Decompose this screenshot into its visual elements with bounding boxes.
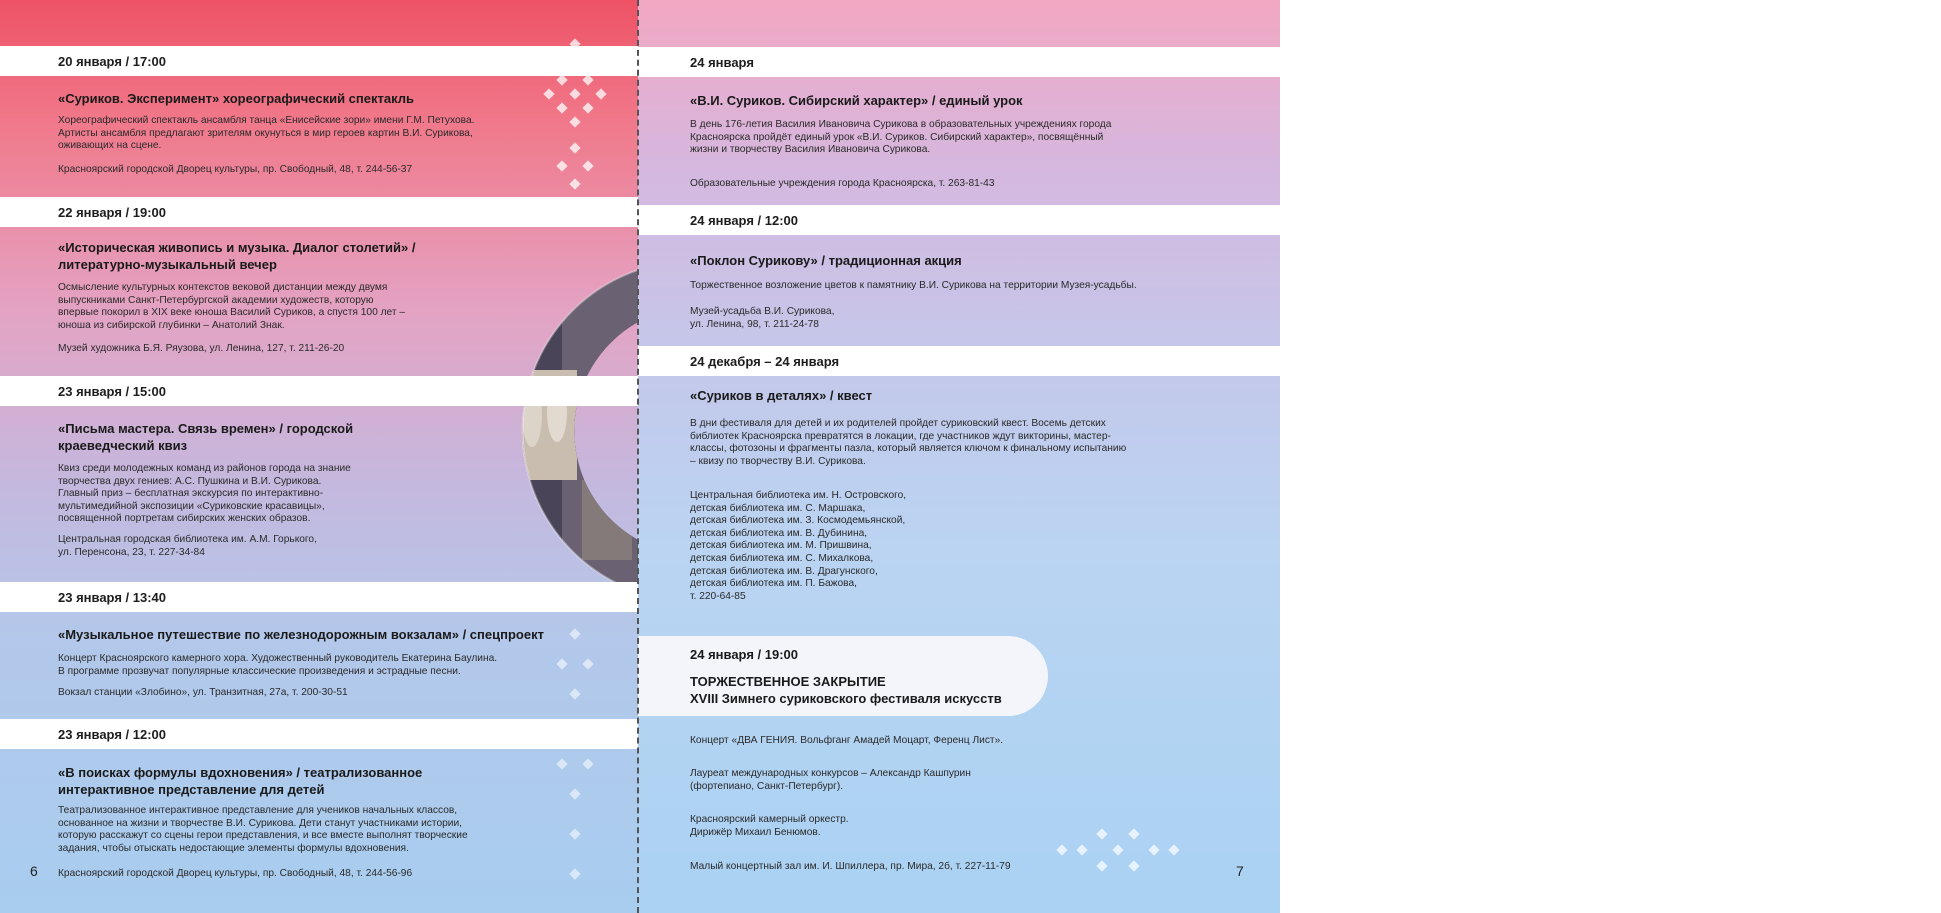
decor-roman-numeral: XVIII (1706, 112, 1941, 568)
event-title (690, 252, 962, 269)
page-fold-divider (637, 0, 639, 913)
event-description (690, 280, 1137, 293)
event-date: 20 января / 17:00 (58, 53, 166, 69)
text-line: Концерт «ДВА ГЕНИЯ. Вольфганг Амадей Моцарт, Ференц Лист». (690, 735, 1004, 746)
text-line: ТОРЖЕСТВЕННОЕ ЗАКРЫТИЕ (690, 674, 886, 689)
page-number: 6 (30, 863, 38, 879)
text-line: оживающих на сцене. (58, 140, 162, 152)
closing-date: 24 января / 19:00 (690, 647, 798, 662)
text-line: Квиз среди молодежных команд из районов города на знание (58, 463, 351, 474)
event-venue (58, 164, 412, 177)
event-description (58, 282, 405, 332)
text-line: «В.И. Суриков. Сибирский характер» / единый урок (690, 93, 1023, 108)
text-line: Красноярский городской Дворец культуры, пр. Свободный, 48, т. 244-56-37 (58, 164, 413, 175)
text-line: литературно-музыкальный вечер (58, 257, 277, 272)
text-line: «Поклон Сурикову» / традиционная акция (690, 253, 962, 268)
text-line: Осмысление культурных контекстов вековой дистанции между двумя (58, 282, 388, 293)
text-line: задания, чтобы отыскать недостающие элементы формулы вдохновения. (58, 842, 409, 854)
text-line: юноша из сибирской глубинки – Анатолий Знак. (58, 319, 285, 331)
event-date: 22 января / 19:00 (58, 204, 166, 220)
event-date-bar (0, 46, 638, 76)
text-line: Театрализованное интерактивное представление для учеников начальных классов, (58, 805, 458, 816)
event-venue (58, 343, 344, 356)
text-line: краеведческий квиз (58, 438, 188, 453)
text-line: Музей художника Б.Я. Ряузова, ул. Ленина, 127, т. 211-26-20 (58, 343, 345, 354)
text-line: Дирижёр Михаил Бенюмов. (690, 826, 821, 838)
event-date-bar (0, 719, 638, 749)
closing-paragraph (690, 814, 849, 839)
text-line: Артисты ансамбля предлагают зрителям окунуться в мир героев картин В.И. Сурикова, (58, 127, 473, 139)
text-line: Центральная библиотека им. Н. Островского, (690, 490, 907, 501)
event-description (58, 653, 497, 678)
event-title (690, 92, 1023, 109)
text-line: детская библиотека им. З. Космодемьянской, (690, 515, 906, 527)
event-title (58, 626, 544, 643)
text-line: интерактивное представление для детей (58, 782, 325, 797)
text-line: «Суриков. Эксперимент» хореографический спектакль (58, 91, 415, 106)
text-line: детская библиотека им. В. Драгунского, (690, 565, 878, 577)
event-date-bar (638, 346, 1280, 376)
closing-venue (690, 861, 1010, 874)
event-venue (58, 687, 348, 700)
event-title (58, 420, 353, 454)
text-line: Музей-усадьба В.И. Сурикова, (690, 306, 835, 317)
text-line: XVIII Зимнего суриковского фестиваля искусств (690, 691, 1002, 706)
text-line: Лауреат международных конкурсов – Александр Кашпурин (690, 768, 971, 779)
event-date-bar (0, 376, 638, 406)
event-venue (690, 178, 995, 191)
text-line: мультимедийной экспозиции «Суриковские красавицы», (58, 500, 325, 512)
event-date: 24 января (690, 54, 754, 70)
event-venue (690, 306, 834, 331)
text-line: Центральная городская библиотека им. А.М. Горького, (58, 534, 317, 545)
event-date-bar (0, 197, 638, 227)
text-line: В день 176-летия Василия Ивановича Сурикова в образовательных учреждениях города (690, 119, 1112, 130)
text-line: (фортепиано, Санкт-Петербург). (690, 780, 844, 792)
closing-title (690, 673, 1002, 707)
event-description (690, 119, 1111, 157)
text-line: творчества двух гениев: А.С. Пушкина и В.И. Сурикова. (58, 475, 322, 487)
text-line: основанное на жизни и творчестве В.И. Сурикова. Дети станут участниками истории, (58, 817, 462, 829)
text-line: Красноярский городской Дворец культуры, пр. Свободный, 48, т. 244-56-96 (58, 868, 413, 879)
text-line: Концерт Красноярского камерного хора. Художественный руководитель Екатерина Баулина. (58, 653, 498, 664)
text-line: Главный приз – бесплатная экскурсия по интерактивно- (58, 488, 324, 500)
page-number: 7 (1236, 863, 1244, 879)
event-description (58, 463, 351, 526)
text-line: Вокзал станции «Злобино», ул. Транзитная, 27а, т. 200-30-51 (58, 687, 348, 698)
text-line: ул. Ленина, 98, т. 211-24-78 (690, 318, 819, 330)
text-line: Хореографический спектакль ансамбля танца «Енисейские зори» имени Г.М. Петухова. (58, 115, 475, 126)
snowflake-ornament-icon (540, 600, 610, 900)
text-line: жизни и творчеству Василия Ивановича Сурикова. (690, 144, 931, 156)
event-date: 23 января / 13:40 (58, 589, 166, 605)
event-title (58, 764, 422, 798)
event-title (690, 387, 872, 404)
text-line: «Музыкальное путешествие по железнодорожным вокзалам» / спецпроект (58, 627, 544, 642)
text-line: Красноярска пройдёт единый урок «В.И. Суриков. Сибирский характер», посвящённый (690, 131, 1104, 143)
text-line: «Письма мастера. Связь времен» / городской (58, 421, 354, 436)
text-line: детская библиотека им. В. Дубинина, (690, 527, 868, 539)
text-line: Образовательные учреждения города Красноярска, т. 263-81-43 (690, 178, 995, 189)
text-line: Красноярский камерный оркестр. (690, 814, 849, 825)
event-venue (58, 534, 317, 559)
right-page (638, 0, 1941, 913)
event-description (58, 805, 468, 855)
text-line: В программе прозвучат популярные классические произведения и эстрадные песни. (58, 665, 461, 677)
text-line: детская библиотека им. П. Бажова, (690, 578, 857, 590)
text-line: впервые покорил в XIX веке юноша Василий Суриков, а спустя 100 лет – (58, 307, 406, 319)
text-line: т. 220-64-85 (690, 590, 746, 602)
text-line: – квизу по творчеству В.И. Сурикова. (690, 455, 866, 467)
snowflake-ornament-icon (1048, 810, 1188, 890)
event-date-bar (638, 47, 1280, 77)
event-date: 23 января / 15:00 (58, 383, 166, 399)
left-page (0, 0, 638, 913)
event-venue (690, 490, 906, 603)
text-line: «В поисках формулы вдохновения» / театрализованное (58, 765, 423, 780)
event-description (58, 115, 474, 153)
text-line: посвященной портретам сибирских женских образов. (58, 513, 311, 525)
event-date: 24 декабря – 24 января (690, 353, 840, 369)
text-line: Малый концертный зал им. И. Шпиллера, пр. Мира, 2б, т. 227-11-79 (690, 861, 1011, 872)
text-line: которую расскажут со сцены герои представления, и все вместе выполнят творческие (58, 830, 468, 842)
text-line: детская библиотека им. С. Михалкова, (690, 552, 874, 564)
text-line: детская библиотека им. С. Маршака, (690, 502, 866, 514)
event-description (690, 418, 1126, 468)
event-title (58, 239, 415, 273)
event-venue (58, 868, 412, 881)
text-line: классы, фотозоны и фрагменты пазла, который является ключом к финальному испытанию (690, 443, 1127, 455)
choir-photo-collage (432, 240, 638, 592)
text-line: выпускниками Санкт-Петербургской академии художеств, которую (58, 294, 374, 306)
text-line: В дни фестиваля для детей и их родителей пройдет суриковский квест. Восемь детских (690, 418, 1106, 429)
closing-paragraph (690, 735, 1003, 748)
text-line: детская библиотека им. М. Пришвина, (690, 540, 872, 552)
text-line: Торжественное возложение цветов к памятнику В.И. Сурикова на территории Музея-усадьбы. (690, 280, 1137, 291)
text-line: библиотек Красноярска превратятся в локации, где участников ждут викторины, мастер- (690, 430, 1111, 442)
closing-paragraph (690, 768, 971, 793)
event-title (58, 90, 414, 107)
event-date: 23 января / 12:00 (58, 726, 166, 742)
text-line: «Суриков в деталях» / квест (690, 388, 873, 403)
text-line: «Историческая живопись и музыка. Диалог столетий» / (58, 240, 416, 255)
event-date-bar (638, 205, 1280, 235)
text-line: ул. Перенсона, 23, т. 227-34-84 (58, 546, 205, 558)
event-date-bar (0, 582, 638, 612)
event-date: 24 января / 12:00 (690, 212, 798, 228)
